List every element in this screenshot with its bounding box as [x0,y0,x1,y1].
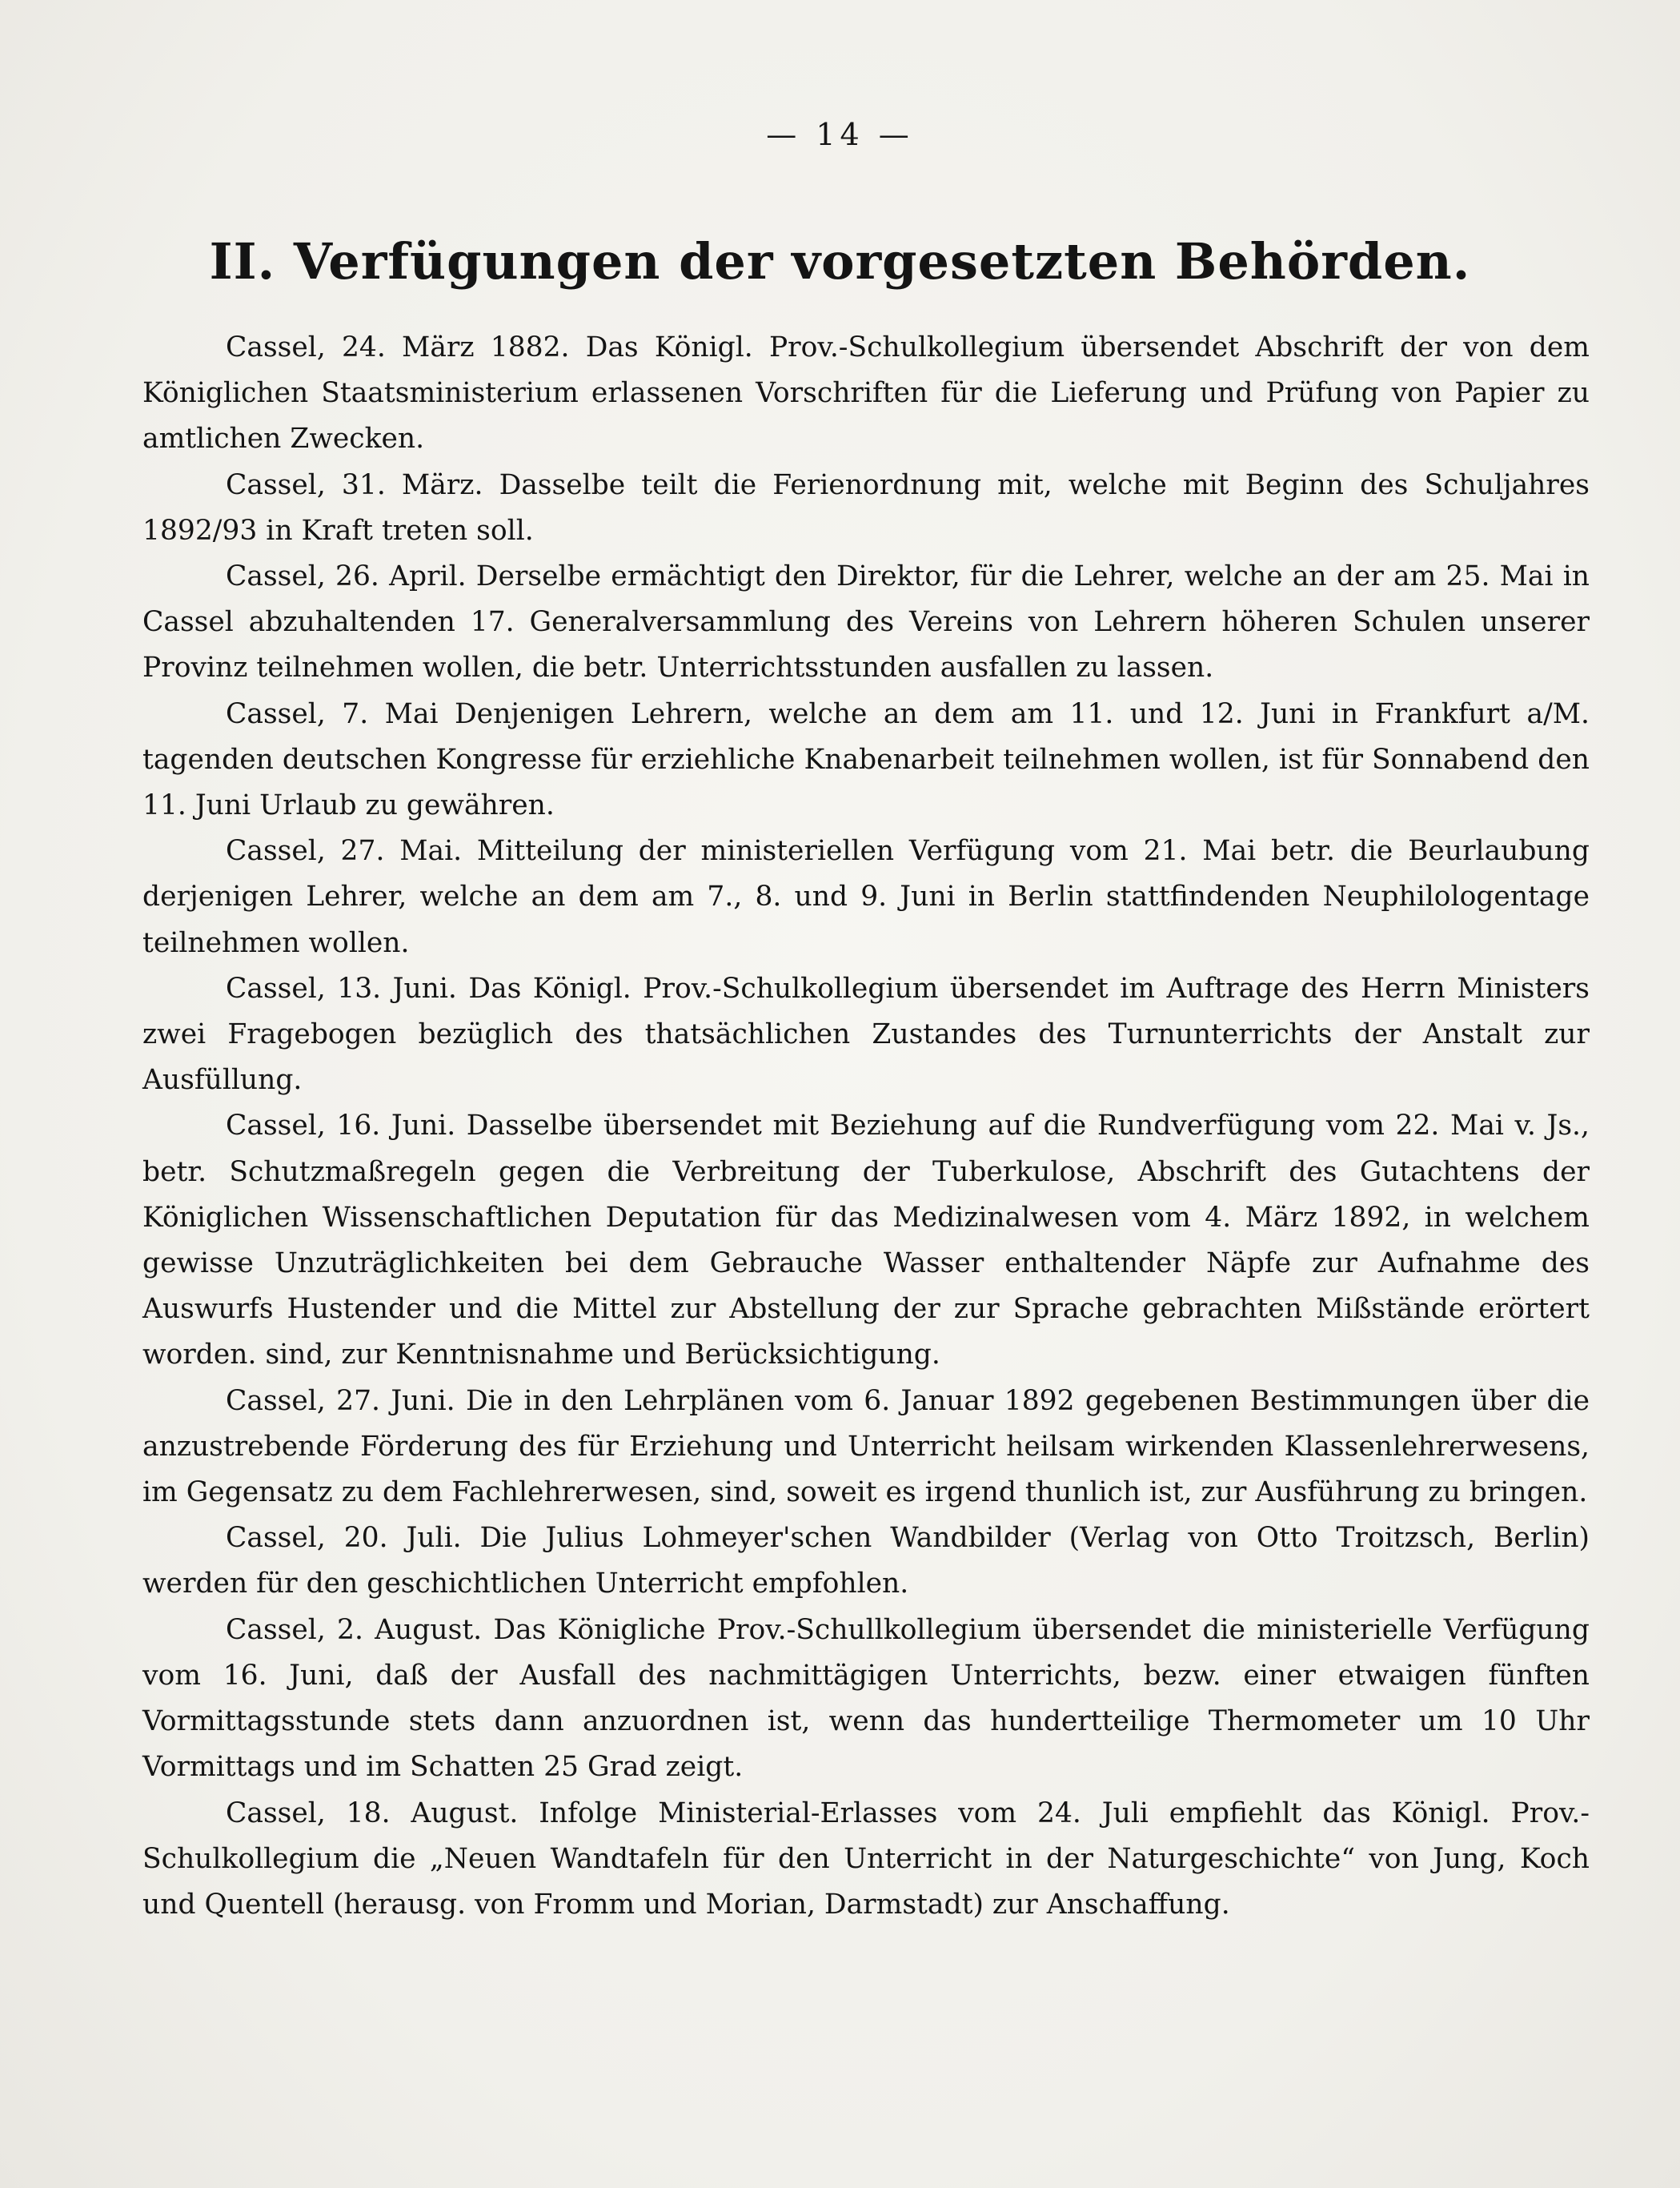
paragraph: Cassel, 27. Mai. Mitteilung der ministeriellen Verfügung vom 21. Mai betr. die Beurlaubung derjenigen Lehrer, welche an dem am 7., 8. und 9. Juni in Berlin stattfindenden Neuphilologentage teilnehmen wollen. [142,835,1590,959]
document-body [142,325,1590,1928]
page-number: — 14 — [766,117,914,152]
section-heading: II. Verfügungen der vorgesetzten Behörden. [209,232,1471,291]
paragraph: Cassel, 20. Juli. Die Julius Lohmeyer'schen Wandbilder (Verlag von Otto Troitzsch, Berlin) werden für den geschichtlichen Unterricht empfohlen. [142,1522,1590,1600]
paragraph: Cassel, 31. März. Dasselbe teilt die Ferienordnung mit, welche mit Beginn des Schuljahres 1892/93 in Kraft treten soll. [142,468,1590,547]
paragraph: Cassel, 16. Juni. Dasselbe übersendet mit Beziehung auf die Rundverfügung vom 22. Mai v. Js., betr. Schutzmaßregeln gegen die Verbreitung der Tuberkulose, Abschrift des Gutachtens der Königlichen Wissenschaftlichen Deputation für das Medizinalwesen vom 4. März 1892, in welchem gewisse Unzuträglichkeiten bei dem Gebrauche Wasser enthaltender Näpfe zur Aufnahme des Auswurfs Hustender und die Mittel zur Abstellung der zur Sprache gebrachten Mißstände erörtert worden. sind, zur Kenntnisnahme und Berücksichtigung. [142,1110,1590,1371]
paragraph: Cassel, 13. Juni. Das Königl. Prov.-Schulkollegium übersendet im Auftrage des Herrn Ministers zwei Fragebogen bezüglich des thatsächlichen Zustandes des Turnunterrichts der Anstalt zur Ausfüllung. [142,972,1590,1097]
paragraph: Cassel, 27. Juni. Die in den Lehrplänen vom 6. Januar 1892 gegebenen Bestimmungen über die anzustrebende Förderung des für Erziehung und Unterricht heilsam wirkenden Klassenlehrerwesens, im Gegensatz zu dem Fachlehrerwesen, sind, soweit es irgend thunlich ist, zur Ausführung zu bringen. [142,1384,1590,1509]
paragraph: Cassel, 2. August. Das Königliche Prov.-Schullkollegium übersendet die ministerielle Verfügung vom 16. Juni, daß der Ausfall des nachmittägigen Unterrichts, bezw. einer etwaigen fünften Vormittagsstunde stets dann anzuordnen ist, wenn das hundertteilige Thermometer um 10 Uhr Vormittags und im Schatten 25 Grad zeigt. [142,1613,1590,1784]
paragraph: Cassel, 18. August. Infolge Ministerial-Erlasses vom 24. Juli empfiehlt das Königl. Prov.-Schulkollegium die „Neuen Wandtafeln für den Unterricht in der Naturgeschichte“ von Jung, Koch und Quentell (herausg. von Fromm und Morian, Darmstadt) zur Anschaffung. [142,1797,1590,1921]
paragraph: Cassel, 7. Mai Denjenigen Lehrern, welche an dem am 11. und 12. Juni in Frankfurt a/M. tagenden deutschen Kongresse für erziehliche Knabenarbeit teilnehmen wollen, ist für Sonnabend den 11. Juni Urlaub zu gewähren. [142,697,1590,822]
paragraph: Cassel, 24. März 1882. Das Königl. Prov.-Schulkollegium übersendet Abschrift der von dem Königlichen Staatsministerium erlassenen Vorschriften für die Lieferung und Prüfung von Papier zu amtlichen Zwecken. [142,331,1590,456]
paragraph: Cassel, 26. April. Derselbe ermächtigt den Direktor, für die Lehrer, welche an der am 25. Mai in Cassel abzuhaltenden 17. Generalversammlung des Vereins von Lehrern höheren Schulen unserer Provinz teilnehmen wollen, die betr. Unterrichtsstunden ausfallen zu lassen. [142,560,1590,685]
